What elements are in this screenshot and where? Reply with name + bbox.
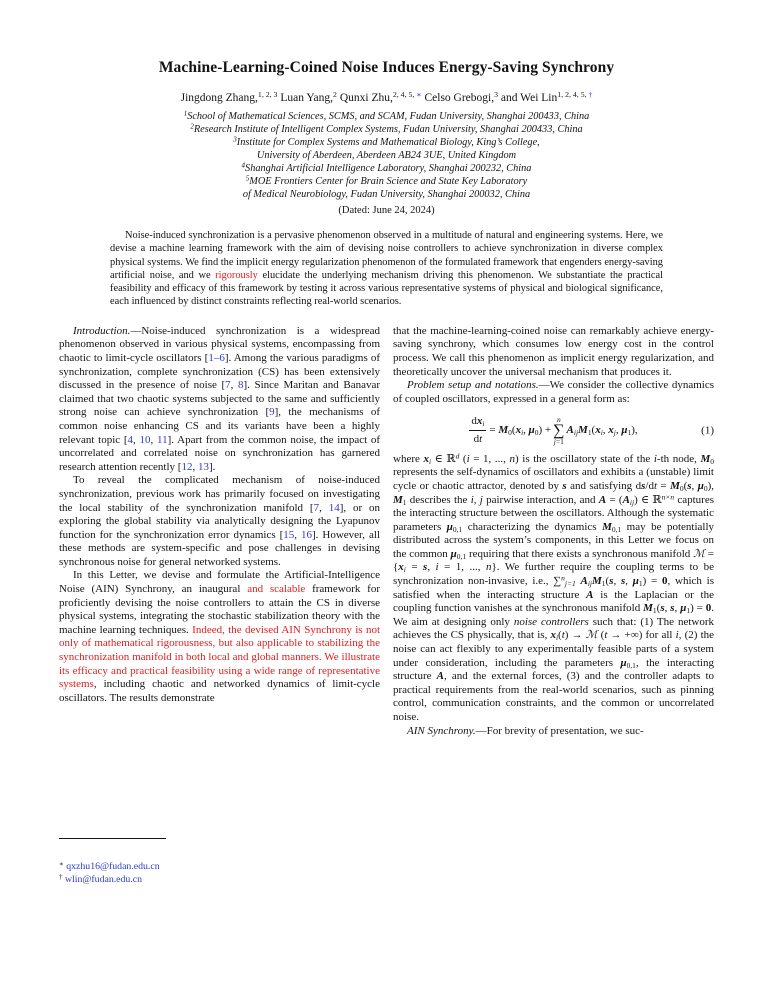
inline-link[interactable]: 1–6 (208, 351, 225, 364)
text-run: describes the (406, 493, 471, 506)
text-run: μ (620, 656, 627, 669)
text-run: μ (528, 423, 535, 436)
inline-link[interactable]: 10 (139, 433, 151, 446)
footnotes (59, 838, 166, 887)
inline-link[interactable]: 16 (301, 528, 312, 541)
text-run: 3 (494, 90, 499, 100)
text-run: Luan Yang, (277, 92, 334, 104)
text-run: ( (605, 575, 610, 588)
text-run: j=1 (564, 579, 576, 589)
text-run: and Wei Lin (498, 92, 558, 104)
text-run: To reveal the complicated mechanism of noise-induced synchronization, previous work has primarily focused on investigating the local stability of the synchronization manifold [ (59, 474, 380, 514)
text-run: M (393, 493, 403, 506)
text-run: 1 (638, 579, 643, 589)
text-run: t (604, 629, 608, 642)
authors-line (0, 91, 773, 105)
text-run: i (555, 633, 559, 643)
text-run: s (660, 602, 665, 615)
text-run: s (562, 479, 567, 492)
equation-numerator (469, 415, 486, 431)
text-run: Introduction. (73, 324, 131, 337)
text-run: x (423, 452, 429, 465)
text-run: ∈ ℝ (431, 452, 456, 465)
footnote-email-dagger (59, 873, 166, 887)
text-run: ]. Since Maritan and Banavar claimed that two chaotic systems subjected to the same and sufficiently strong noise can achieve synchronization [ (59, 379, 380, 419)
text-run: , (319, 501, 329, 514)
affiliation-line (0, 136, 773, 149)
affiliation-line (0, 123, 773, 136)
text-run: → +∞) for all (607, 629, 676, 642)
text-run: ℳ (585, 629, 598, 642)
text-run: i (653, 452, 657, 465)
equation-1 (393, 415, 714, 445)
text-run: x (515, 423, 522, 436)
text-run: University of Aberdeen, Aberdeen AB24 3UE, United Kingdom (256, 150, 517, 161)
inline-link[interactable]: † (588, 90, 593, 100)
text-run: M (592, 575, 602, 588)
text-run: ℳ (693, 547, 705, 560)
text-run: 0 (679, 484, 684, 493)
text-run: A (436, 670, 444, 683)
paragraph (393, 450, 715, 725)
text-run: , (615, 423, 622, 436)
text-run: Problem setup and notations. (407, 379, 539, 392)
equation-denominator (474, 431, 483, 446)
text-run: ), (707, 479, 714, 492)
inline-link[interactable]: 4 (127, 433, 134, 446)
text-run: j (553, 437, 556, 447)
paragraph (59, 474, 380, 569)
text-run: ]. Among the various paradigms of synchronization, complete synchronization (CS) has been extensively discussed in the presence of noise [ (59, 351, 380, 392)
text-run: 0,1 (611, 524, 622, 534)
text-run: 4 (241, 161, 246, 170)
text-run: s (641, 479, 646, 492)
text-run: In this Letter, we devise and formulate the Artificial-Intelligence Noise (AIN) Synchrony, an inaugural (59, 569, 380, 596)
text-run: = (405, 561, 424, 574)
text-run: n (561, 573, 565, 583)
text-run: t (479, 432, 483, 445)
paragraph-introduction (59, 325, 380, 475)
text-run: , (150, 433, 157, 446)
text-run: 1, 2, 4, 5, (557, 90, 589, 100)
text-run: 0 (710, 456, 714, 466)
paragraph (393, 325, 714, 379)
text-run: 0,1 (452, 524, 463, 534)
inline-link[interactable]: qxzhu16@fudan.edu.cn (66, 860, 160, 872)
text-run: , (192, 460, 198, 473)
text-run: = { (393, 547, 714, 574)
text-run: s (423, 561, 428, 574)
inline-link[interactable]: 7 (313, 501, 320, 514)
text-run: i (600, 428, 603, 438)
text-run: -th node, (656, 452, 701, 465)
text-run: ∑ (553, 575, 562, 588)
affiliations-block (0, 110, 773, 201)
text-run: = (489, 423, 499, 436)
text-run: , (2) the noise can act flexibly to any experimentally feasible parts of a system under consideration, including the parameters (393, 629, 715, 669)
body-columns (59, 325, 714, 887)
text-run: characterizing the dynamics (462, 520, 603, 533)
text-run: j (613, 428, 616, 438)
text-run: requiring that there exists a synchronous manifold (466, 547, 694, 560)
affiliation-line (0, 188, 773, 201)
text-run: d (455, 450, 460, 460)
text-run: 0 (703, 484, 708, 493)
text-run: i (435, 561, 439, 574)
text-run: Celso Grebogi, (421, 92, 495, 104)
text-run: ∗ (59, 859, 64, 868)
right-column (393, 325, 714, 887)
text-run: n (509, 452, 515, 465)
text-run: =1 (555, 437, 564, 447)
paragraph (59, 569, 380, 705)
equation-number: (1) (701, 423, 714, 436)
text-run: ]. Apart from the common noise, the impact of uncorrelated and correlated noise on synchronization has garnered research attention recently [ (59, 433, 381, 473)
text-run: such that: (1) The network achieves the CS physically, that is, (393, 615, 714, 642)
text-run: }. We further require the coupling terms to be synchronization non-invasive, i.e., (393, 561, 714, 588)
paragraph-ain-synchrony (393, 725, 714, 739)
affiliation-line (0, 110, 773, 123)
text-run: ) + (538, 423, 552, 436)
text-run: A (566, 423, 574, 436)
text-run: x (608, 423, 614, 436)
text-run: A (622, 493, 630, 506)
text-run: AIN Synchrony. (407, 724, 476, 737)
text-run: , (133, 433, 140, 446)
text-run: Noise-induced synchronization is a pervasive phenomenon observed in a multitude of natural and engineering systems. Here, we devise a machine learning framework with the aim of devising noise controllers to achieve synchronization in diverse complex physical systems. We find the implicit energy regularization phenomenon of the formulated framework that engenders energy-saving artificial noise, and we (110, 230, 663, 281)
text-run: ]. (208, 460, 216, 473)
text-run: /d (645, 479, 654, 492)
text-run: μ (450, 547, 457, 560)
text-run: A (586, 588, 594, 601)
footnote-email-star (59, 860, 166, 874)
text-run: x (476, 415, 483, 428)
text-run: Jingdong Zhang, (180, 92, 258, 104)
sum-upper-limit: n (556, 414, 561, 424)
inline-link[interactable]: 12 (181, 460, 193, 473)
text-run: n (486, 561, 492, 574)
text-run: ) ∈ ℝ (634, 493, 662, 506)
text-run: , (625, 575, 633, 588)
text-run: s (670, 602, 675, 615)
text-run: ], the mechanisms of common noise enhancing CS and its variants have been a highly relevant topic [ (59, 406, 380, 446)
text-run: , (427, 561, 436, 574)
text-run: A (580, 575, 588, 588)
text-run: . We aim at designing only (393, 602, 715, 628)
inline-link[interactable]: ∗ (416, 90, 422, 100)
text-run: = ( (606, 493, 623, 506)
text-run: , (613, 575, 621, 588)
text-run: = 1, ..., (438, 561, 486, 574)
text-run: d (473, 432, 480, 445)
text-run: 0,1 (456, 551, 467, 561)
inline-link[interactable]: 9 (269, 406, 275, 419)
text-run: , and the external forces, (3) and the controller adapts to practical requirements from the real-world scenarios, such as pinning control, communication constraints, and the common or uncorrelated noise. (393, 670, 714, 723)
red-highlight-text: rigorously (215, 269, 258, 281)
sum-lower-limit (554, 438, 564, 446)
text-run: , (230, 379, 238, 392)
text-run: ij (573, 428, 579, 438)
text-run: i (403, 565, 406, 575)
text-run: , (664, 602, 671, 615)
text-run: M (578, 423, 588, 436)
text-run: where (393, 452, 424, 465)
text-run: i (428, 456, 432, 466)
text-run: —Noise-induced synchronization is a widespread phenomenon observed in various physical systems, encompassing from chaotic to limit-cycle oscillators [ (59, 324, 380, 364)
equation-middle (489, 424, 551, 437)
text-run: 0 (662, 575, 668, 588)
text-run: i, j (470, 493, 483, 506)
inline-link[interactable]: 11 (157, 433, 168, 446)
text-run: ) is the oscillatory state of the (515, 452, 654, 465)
text-run: and satisfying d (566, 479, 642, 492)
date-line: (Dated: June 24, 2024) (338, 205, 435, 216)
text-run: i (466, 452, 470, 465)
text-run: s (620, 575, 626, 588)
affiliation-line (0, 162, 773, 175)
text-run: = (657, 479, 671, 492)
text-run: n×n (661, 491, 675, 501)
text-run: 2 (190, 122, 194, 131)
text-run: , the interacting structure (393, 656, 714, 683)
text-run: ( (459, 452, 467, 465)
text-run: 1 (587, 428, 592, 438)
fraction (469, 415, 486, 445)
text-run: , (691, 479, 698, 492)
text-run: Qunxi Zhu, (336, 92, 393, 104)
text-run: 1, 2, 3 (257, 90, 278, 100)
text-run: , (602, 423, 609, 436)
text-run: μ (621, 423, 628, 436)
text-run: School of Mathematical Sciences, SCMS, and SCAM, Fudan University, Shanghai 200433, China (187, 111, 590, 122)
text-run: ( (597, 629, 605, 642)
text-run: = 1, ..., (469, 452, 510, 465)
text-run: of Medical Neurobiology, Fudan University, Shanghai 200032, China (242, 189, 531, 200)
text-run: framework for proficiently devising the noise controllers to attain the CS in diverse physical systems, integrating the stochastic stabilization theory with the machine learning techniques. (59, 583, 380, 636)
text-run: i (482, 419, 485, 429)
text-run: noise controllers (513, 615, 589, 628)
text-run: MOE Frontiers Center for Brain Science and State Key Laboratory (249, 176, 528, 187)
text-run: M (602, 520, 612, 533)
text-run: ], or on exploring the global stability via analytically designing the Lyapunov function for the synchronization error dynamics [ (59, 501, 381, 541)
text-run: ( (558, 629, 562, 642)
text-run: Institute for Complex Systems and Mathematical Biology, King’s College, (236, 137, 540, 148)
text-run: 1 (601, 579, 606, 589)
text-run: ) = (642, 575, 663, 588)
text-run: ( (656, 602, 661, 615)
sigma-symbol: ∑ (553, 422, 565, 440)
text-run: † (59, 873, 63, 882)
text-run: ]. However, all these methods are system-specific and pose challenges in devising synchronous noise for general networked systems. (59, 528, 380, 568)
text-run: ) = (690, 602, 706, 615)
text-run: ( (591, 423, 596, 436)
text-run: x (595, 423, 601, 436)
text-run: d (471, 415, 477, 428)
left-column (59, 325, 380, 887)
text-run: may be potentially distributed across the system’s components, in this Letter we focus on the common (393, 520, 715, 560)
text-run: elucidate the underlying mechanism driving this phenomenon. We substantiate the practical feasibility and efficacy of this framework by testing it across various representative systems of physical and biological significance, each influenced by distinct constraints reflecting real-world scenarios. (110, 269, 663, 308)
text-run: is the Laplacian or the coupling function vanishes at the synchronous manifold (393, 588, 714, 615)
text-run: , including chaotic and networked dynamics of limit-cycle oscillators. The results demonstrate (59, 678, 380, 704)
text-run: 5 (245, 174, 250, 183)
text-run: x (398, 561, 404, 574)
text-run: pairwise interaction, and (482, 493, 599, 506)
inline-link[interactable]: 8 (237, 379, 244, 392)
inline-link[interactable]: 7 (225, 379, 231, 392)
paper-title: Machine-Learning-Coined Noise Induces Energy-Saving Synchrony (158, 59, 615, 76)
text-run: , (523, 423, 529, 436)
text-run: s (609, 575, 614, 588)
text-run: t (653, 479, 658, 492)
inline-link[interactable]: 14 (328, 501, 340, 514)
text-run: , (294, 528, 301, 541)
text-run: i (521, 428, 524, 438)
text-run: ( (683, 479, 688, 492)
inline-link[interactable]: wlin@fudan.edu.cn (64, 874, 143, 886)
text-run: ) → (564, 629, 586, 642)
text-run: , which is satisfied when the interacting structure (393, 575, 715, 601)
text-run: 2, 4, 5, (392, 90, 417, 100)
inline-link[interactable]: 13 (197, 460, 209, 473)
text-run: 0 (705, 602, 712, 615)
text-run: 1 (402, 497, 407, 507)
text-run: M (700, 452, 711, 465)
text-run: 1 (627, 428, 632, 438)
text-run: represents the self-dynamics of oscillators and exhibits a (unstable) limit cycle or chaotic attractor, denoted by (393, 466, 714, 492)
text-run: i (675, 629, 679, 642)
text-run: μ (632, 575, 639, 588)
text-run: , (674, 602, 681, 615)
abstract (110, 229, 663, 309)
text-run: μ (697, 479, 704, 492)
text-run: 1 (652, 606, 657, 616)
text-run: 0,1 (626, 660, 636, 670)
text-run: 2 (333, 90, 337, 100)
text-run: x (550, 629, 556, 642)
text-run: μ (446, 520, 453, 533)
text-run: s (687, 479, 692, 492)
text-run: 0 (508, 428, 512, 438)
red-highlight-text: and scalable (247, 583, 306, 596)
text-run: 1 (686, 606, 691, 616)
text-run: M (670, 479, 680, 492)
text-run: Shanghai Artificial Intelligence Laboratory, Shanghai 200232, China (245, 163, 532, 174)
text-run: μ (680, 602, 687, 615)
text-run: ), (631, 423, 638, 436)
text-run: Research Institute of Intelligent Complex Systems, Fudan University, Shanghai 200433, China (193, 124, 583, 135)
text-run: ij (629, 497, 635, 507)
text-run: captures the interacting structure between the oscillators. Although the systematic parameters (393, 493, 714, 533)
text-run: ij (587, 579, 592, 589)
text-run: M (643, 602, 653, 615)
text-run: A (598, 493, 607, 506)
text-run: 1 (183, 109, 188, 118)
inline-link[interactable]: 15 (283, 528, 295, 541)
paragraph-problem-setup (393, 379, 714, 406)
text-run: ( (511, 423, 516, 436)
text-run: M (498, 423, 509, 436)
summation (553, 416, 564, 446)
red-highlight-text: Indeed, the devised AIN Synchrony is not only of mathematical rigorousness, but also applicable to stabilizing the synchronization manifold in both local and global manners. We illustrate its efficacy and practical feasibility using a wide range of representative systems (59, 623, 380, 691)
text-run: —For brevity of presentation, we suc- (475, 724, 644, 737)
text-run: —We consider the collective dynamics of coupled oscillators, expressed in a general form as: (393, 379, 714, 405)
text-run: that the machine-learning-coined noise can remarkably achieve energy-saving synchrony, which consumes low energy cost in the control process. We call this phenomenon as implicit energy regularization, and theoretically uncover the universal mechanism that produces it. (393, 324, 714, 378)
equation-rhs (567, 424, 638, 437)
text-run: 0 (534, 428, 539, 438)
footnote-rule (59, 838, 166, 839)
affiliation-line (0, 149, 773, 162)
affiliation-line (0, 175, 773, 188)
text-run: t (561, 629, 565, 642)
text-run: 3 (233, 135, 237, 144)
